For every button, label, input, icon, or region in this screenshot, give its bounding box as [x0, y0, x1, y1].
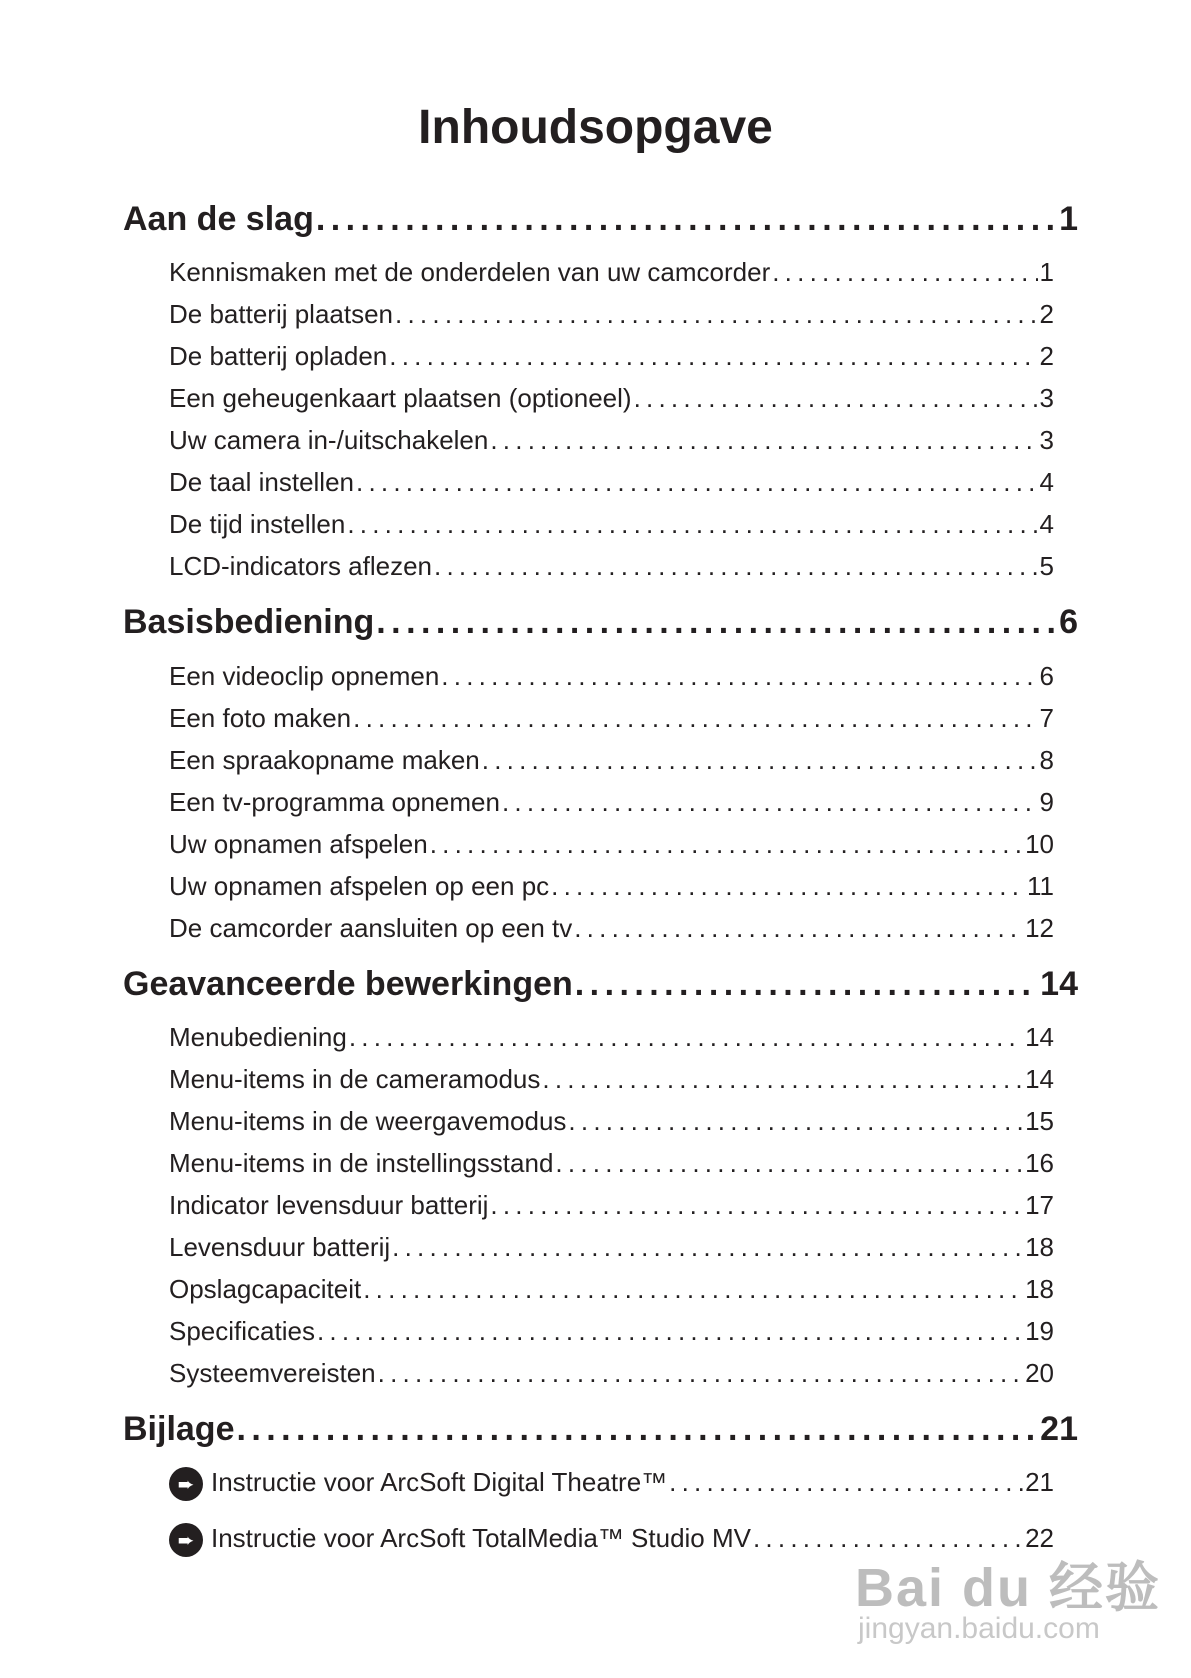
dot-leader	[568, 1106, 1023, 1137]
toc-item[interactable]	[169, 1232, 1054, 1263]
item-page-number: 2	[1039, 299, 1054, 329]
watermark-logo: Bai du 经验	[855, 1558, 1162, 1618]
dot-leader	[430, 829, 1023, 860]
item-page-number: 18	[1025, 1274, 1054, 1304]
item-page-number: 3	[1039, 383, 1054, 413]
item-label: Een foto maken	[169, 703, 352, 733]
toc-item[interactable]	[169, 703, 1054, 734]
toc-item[interactable]	[169, 871, 1054, 902]
dot-leader	[317, 1316, 1023, 1347]
toc-section-basisbediening[interactable]	[123, 603, 1078, 642]
item-label: De tijd instellen	[169, 509, 346, 539]
item-label: LCD-indicators aflezen	[169, 551, 433, 581]
item-page-number: 22	[1025, 1523, 1054, 1553]
dot-leader	[236, 1410, 1038, 1449]
dot-leader	[575, 965, 1038, 1004]
item-label: Menu-items in de weergavemodus	[169, 1106, 567, 1136]
item-label: Kennismaken met de onderdelen van uw camcorder	[169, 257, 771, 287]
dot-leader	[376, 603, 1057, 642]
item-page-number: 5	[1039, 551, 1054, 581]
dot-leader	[551, 871, 1025, 902]
toc-item[interactable]	[169, 1274, 1054, 1305]
item-page-number: 14	[1025, 1022, 1054, 1052]
arrow-circle-icon: ➨	[169, 1523, 203, 1557]
dot-leader	[555, 1148, 1023, 1179]
item-label: Menubediening	[169, 1022, 347, 1052]
toc-item[interactable]	[169, 745, 1054, 776]
item-page-number: 20	[1025, 1358, 1054, 1388]
item-page-number: 11	[1027, 871, 1054, 901]
section-page-number: 14	[1040, 965, 1078, 1003]
item-label: Menu-items in de instellingsstand	[169, 1148, 554, 1178]
item-label: Uw opnamen afspelen	[169, 829, 428, 859]
item-label: Specificaties	[169, 1316, 315, 1346]
dot-leader	[347, 509, 1037, 540]
dot-leader	[395, 299, 1038, 330]
item-page-number: 2	[1039, 341, 1054, 371]
item-label: De batterij plaatsen	[169, 299, 394, 329]
item-label: Een videoclip opnemen	[169, 661, 440, 691]
item-page-number: 21	[1025, 1467, 1054, 1497]
dot-leader	[363, 1274, 1023, 1305]
dot-leader	[378, 1358, 1023, 1389]
section-page-number: 1	[1059, 200, 1078, 238]
item-page-number: 12	[1025, 913, 1054, 943]
item-page-number: 6	[1039, 661, 1054, 691]
section-label: Basisbediening	[123, 603, 375, 641]
toc-item[interactable]	[169, 1467, 1054, 1501]
item-label: De taal instellen	[169, 467, 354, 497]
item-label: Instructie voor ArcSoft Digital Theatre™	[211, 1467, 668, 1497]
toc-section-aan-de-slag[interactable]	[123, 200, 1078, 239]
dot-leader	[634, 383, 1038, 414]
toc-item[interactable]	[169, 829, 1054, 860]
item-label: Menu-items in de cameramodus	[169, 1064, 541, 1094]
item-page-number: 7	[1039, 703, 1054, 733]
item-page-number: 1	[1039, 257, 1054, 287]
item-label: Systeemvereisten	[169, 1358, 376, 1388]
toc-item[interactable]	[169, 467, 1054, 498]
toc-item[interactable]	[169, 1190, 1054, 1221]
toc-section-geavanceerde-bewerkingen[interactable]	[123, 965, 1078, 1004]
item-label: Indicator levensduur batterij	[169, 1190, 489, 1220]
item-label: De camcorder aansluiten op een tv	[169, 913, 573, 943]
section-label: Aan de slag	[123, 200, 314, 238]
toc-item[interactable]	[169, 913, 1054, 944]
page-title: Inhoudsopgave	[418, 101, 773, 154]
toc-item[interactable]	[169, 1358, 1054, 1389]
item-label: Een tv-programma opnemen	[169, 787, 500, 817]
toc-item[interactable]	[169, 509, 1054, 540]
section-label: Bijlage	[123, 1410, 235, 1448]
item-label: Uw opnamen afspelen op een pc	[169, 871, 550, 901]
item-page-number: 10	[1025, 829, 1054, 859]
watermark-url: jingyan.baidu.com	[858, 1612, 1100, 1645]
dot-leader	[490, 1190, 1023, 1221]
dot-leader	[669, 1467, 1023, 1498]
item-page-number: 3	[1039, 425, 1054, 455]
toc-item[interactable]	[169, 1106, 1054, 1137]
item-page-number: 16	[1025, 1148, 1054, 1178]
toc-item[interactable]	[169, 257, 1054, 288]
item-page-number: 8	[1039, 745, 1054, 775]
item-page-number: 4	[1039, 509, 1054, 539]
dot-leader	[434, 551, 1038, 582]
toc-item[interactable]	[169, 341, 1054, 372]
toc-item[interactable]	[169, 1148, 1054, 1179]
section-page-number: 21	[1040, 1410, 1078, 1448]
toc-item[interactable]	[169, 787, 1054, 818]
section-label: Geavanceerde bewerkingen	[123, 965, 573, 1003]
dot-leader	[482, 745, 1038, 776]
item-page-number: 15	[1025, 1106, 1054, 1136]
item-page-number: 17	[1025, 1190, 1054, 1220]
toc-item[interactable]	[169, 299, 1054, 330]
item-label: Uw camera in-/uitschakelen	[169, 425, 489, 455]
dot-leader	[502, 787, 1038, 818]
toc-item[interactable]	[169, 551, 1054, 582]
dot-leader	[490, 425, 1037, 456]
dot-leader	[349, 1022, 1023, 1053]
dot-leader	[392, 1232, 1023, 1263]
toc-item[interactable]	[169, 1316, 1054, 1347]
item-label: Een geheugenkaart plaatsen (optioneel)	[169, 383, 632, 413]
dot-leader	[353, 703, 1037, 734]
section-page-number: 6	[1059, 603, 1078, 641]
dot-leader	[316, 200, 1057, 239]
item-page-number: 18	[1025, 1232, 1054, 1262]
item-label: De batterij opladen	[169, 341, 388, 371]
arrow-circle-icon: ➨	[169, 1467, 203, 1501]
item-label: Levensduur batterij	[169, 1232, 391, 1262]
item-page-number: 9	[1039, 787, 1054, 817]
toc-section-bijlage[interactable]	[123, 1410, 1078, 1449]
toc-item[interactable]	[169, 1064, 1054, 1095]
dot-leader	[356, 467, 1038, 498]
dot-leader	[574, 913, 1023, 944]
item-page-number: 19	[1025, 1316, 1054, 1346]
toc-item[interactable]	[169, 661, 1054, 692]
dot-leader	[542, 1064, 1023, 1095]
item-label: Opslagcapaciteit	[169, 1274, 362, 1304]
dot-leader	[772, 257, 1037, 288]
item-page-number: 4	[1039, 467, 1054, 497]
toc-item[interactable]	[169, 383, 1054, 414]
item-page-number: 14	[1025, 1064, 1054, 1094]
item-label: Instructie voor ArcSoft TotalMedia™ Studio MV	[211, 1523, 751, 1553]
item-label: Een spraakopname maken	[169, 745, 480, 775]
toc-item[interactable]	[169, 1022, 1054, 1053]
dot-leader	[389, 341, 1037, 372]
dot-leader	[441, 661, 1037, 692]
toc-item[interactable]	[169, 425, 1054, 456]
